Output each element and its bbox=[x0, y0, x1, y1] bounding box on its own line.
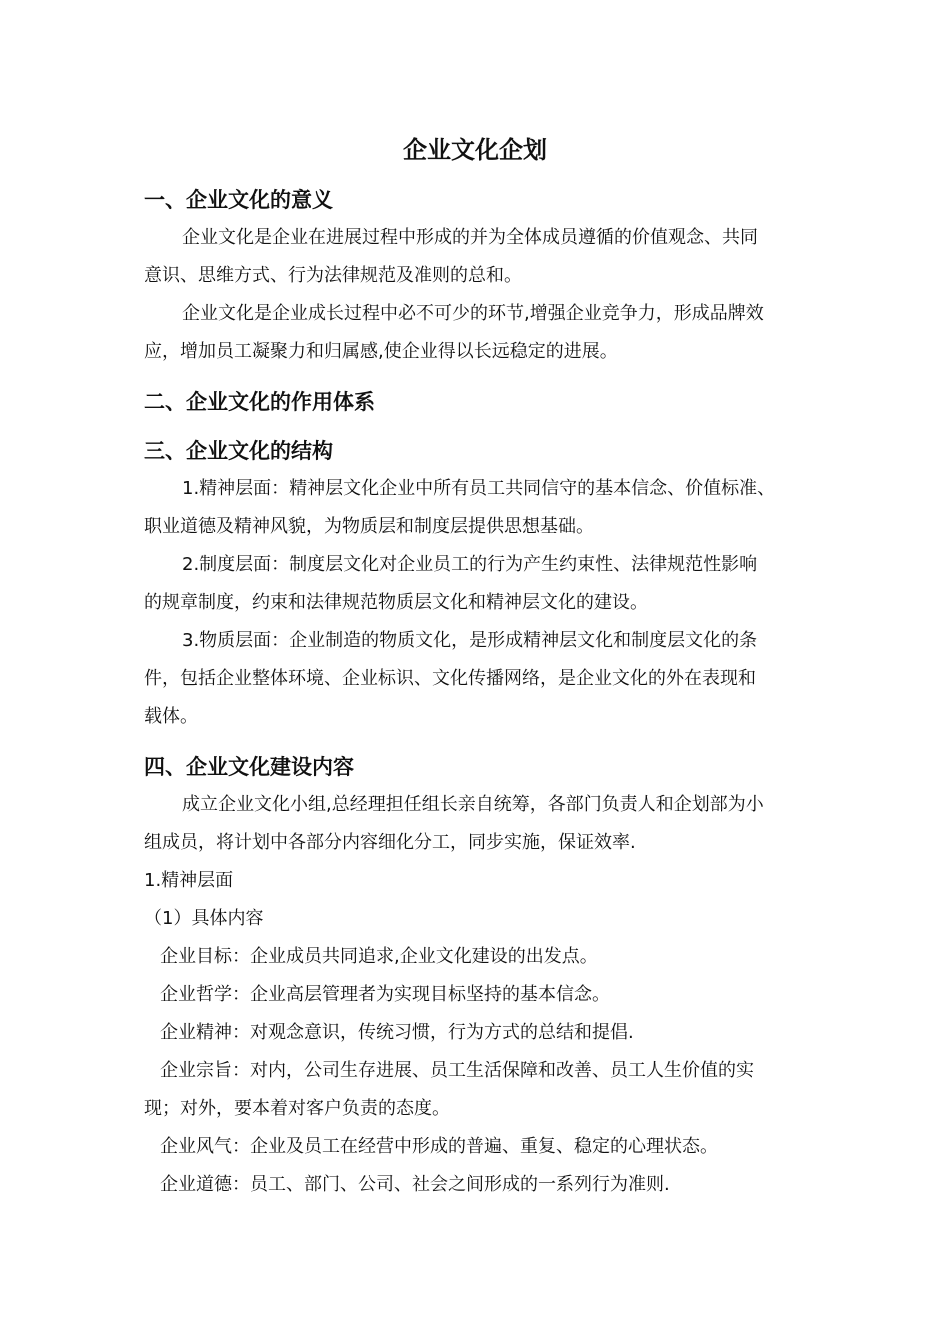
paragraph-line: 的规章制度，约束和法律规范物质层文化和精神层文化的建设。 bbox=[144, 592, 648, 613]
paragraph-line: 成立企业文化小组,总经理担任组长亲自统筹，各部门负责人和企划部为小 bbox=[182, 794, 764, 815]
subheading-spirit-level: 1.精神层面 bbox=[144, 870, 234, 891]
paragraph-line: 3.物质层面：企业制造的物质文化，是形成精神层文化和制度层文化的条 bbox=[182, 630, 758, 651]
list-item: 企业道德：员工、部门、公司、社会之间形成的一系列行为准则. bbox=[160, 1174, 670, 1195]
subheading-specific-content: （1）具体内容 bbox=[144, 908, 264, 929]
paragraph-line: 应，增加员工凝聚力和归属感,使企业得以长远稳定的进展。 bbox=[144, 341, 618, 362]
list-item: 企业哲学：企业高层管理者为实现目标坚持的基本信念。 bbox=[160, 984, 610, 1005]
paragraph-line: 组成员，将计划中各部分内容细化分工，同步实施，保证效率. bbox=[144, 832, 636, 853]
paragraph-line: 1.精神层面：精神层文化企业中所有员工共同信守的基本信念、价值标准、 bbox=[182, 478, 776, 499]
paragraph-line: 2.制度层面：制度层文化对企业员工的行为产生约束性、法律规范性影响 bbox=[182, 554, 758, 575]
list-item: 企业风气：企业及员工在经营中形成的普遍、重复、稳定的心理状态。 bbox=[160, 1136, 718, 1157]
document-title: 企业文化企划 bbox=[403, 136, 547, 164]
paragraph-line: 载体。 bbox=[144, 706, 198, 727]
section-heading-structure: 三、企业文化的结构 bbox=[144, 439, 333, 463]
list-item: 企业目标：企业成员共同追求,企业文化建设的出发点。 bbox=[160, 946, 598, 967]
section-heading-construction-content: 四、企业文化建设内容 bbox=[144, 755, 354, 779]
paragraph-line: 意识、思维方式、行为法律规范及准则的总和。 bbox=[144, 265, 522, 286]
paragraph-line: 企业文化是企业成长过程中必不可少的环节,增强企业竞争力，形成品牌效 bbox=[182, 303, 764, 324]
list-item-continuation: 现；对外，要本着对客户负责的态度。 bbox=[144, 1098, 450, 1119]
paragraph-line: 件，包括企业整体环境、企业标识、文化传播网络，是企业文化的外在表现和 bbox=[144, 668, 756, 689]
list-item: 企业精神：对观念意识，传统习惯，行为方式的总结和提倡. bbox=[160, 1022, 634, 1043]
list-item: 企业宗旨：对内，公司生存进展、员工生活保障和改善、员工人生价值的实 bbox=[160, 1060, 754, 1081]
section-heading-meaning: 一、企业文化的意义 bbox=[144, 188, 333, 212]
paragraph-line: 职业道德及精神风貌，为物质层和制度层提供思想基础。 bbox=[144, 516, 594, 537]
section-heading-function-system: 二、企业文化的作用体系 bbox=[144, 390, 375, 414]
paragraph-line: 企业文化是企业在进展过程中形成的并为全体成员遵循的价值观念、共同 bbox=[182, 227, 758, 248]
